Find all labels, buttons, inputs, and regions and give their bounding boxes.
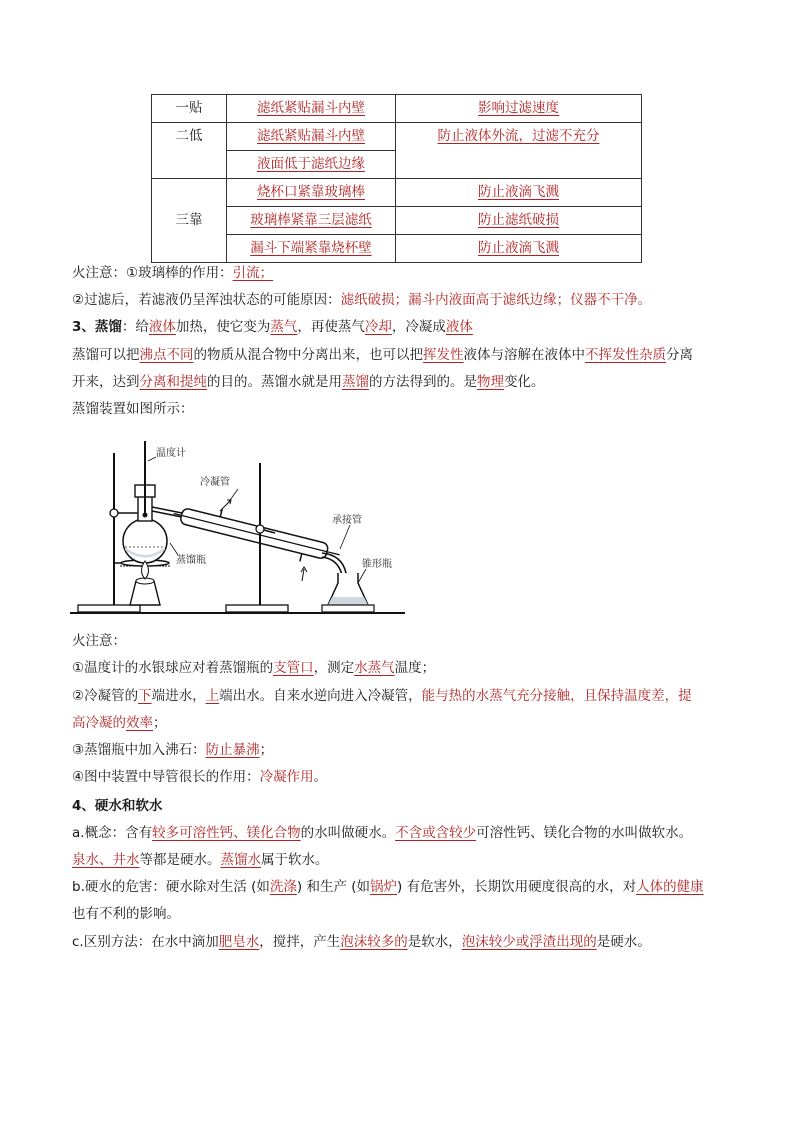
hardwater-concept — [72, 823, 732, 843]
answer: 挥发性 — [423, 347, 464, 363]
answer: 效率 — [126, 715, 153, 731]
answer: 不挥发性杂质 — [585, 347, 666, 363]
table-row — [152, 123, 642, 151]
table-cell: 滤纸紧贴漏斗内壁 — [227, 123, 396, 151]
text: 端出水。自来水逆向进入冷凝管， — [219, 688, 422, 704]
answer: 蒸气 — [270, 319, 298, 335]
hardwater-harm-line-2: 也有不利的影响。 — [72, 906, 180, 922]
answer: 冷凝作用 — [259, 769, 314, 785]
text: ； — [153, 715, 167, 731]
text: ①温度计的水银球应对着蒸馏瓶的 — [72, 660, 274, 676]
text: ，再使蒸气 — [297, 319, 365, 335]
conical-flask-label: 锥形瓶 — [362, 559, 392, 570]
distill-note-3 — [72, 740, 732, 760]
text: 的目的。蒸馏水就是用 — [207, 374, 342, 390]
table-cell: 滤纸紧贴漏斗内壁 — [227, 95, 396, 123]
hardwater-heading: 4、硬水和软水 — [72, 798, 163, 814]
text: b.硬水的危害：硬水除对生活 (如 — [72, 879, 270, 895]
distill-paragraph-line-1 — [72, 345, 732, 365]
distill-notes-title: ⽕注意： — [72, 633, 126, 649]
table-cell: 防止滤纸破损 — [396, 207, 642, 235]
answer: 滤纸破损；漏斗内液面高于滤纸边缘；仪器不干净。 — [340, 292, 652, 308]
table-row — [152, 179, 642, 207]
alcohol-lamp — [130, 581, 160, 605]
table-row — [152, 95, 642, 123]
text: ； — [259, 742, 274, 758]
table-cell: 玻璃棒紧靠三层滤纸 — [227, 207, 396, 235]
text: 是软水， — [407, 934, 462, 950]
hardwater-distinguish — [72, 932, 732, 952]
text: 的方法得到的。是 — [369, 374, 477, 390]
text: 开来，达到 — [72, 374, 140, 390]
answer: 泡沫较多的 — [340, 934, 408, 950]
answer: 冷却 — [364, 319, 392, 335]
text: ⽕注意：①玻璃棒的作用： — [72, 265, 233, 281]
stand-base — [78, 605, 140, 612]
answer: 蒸馏 — [342, 374, 369, 390]
distill-note-1 — [72, 658, 732, 678]
table-cell: 防止液滴飞溅 — [396, 235, 642, 263]
table-cell: 二低 — [152, 123, 227, 179]
text: 的水叫做硬水。 — [300, 825, 396, 841]
hardwater-harm — [72, 877, 732, 897]
text: ，冷凝成 — [391, 319, 446, 335]
answer: 引流； — [232, 265, 274, 281]
table-cell: 漏斗下端紧靠烧杯壁 — [227, 235, 396, 263]
adapter-label: 承接管 — [332, 515, 362, 526]
text: 端进水， — [151, 688, 206, 704]
text: 的物质从混合物中分离出来，也可以把 — [193, 347, 423, 363]
table-cell: 烧杯口紧靠玻璃棒 — [227, 179, 396, 207]
figure-intro: 蒸馏装置如图所示： — [72, 401, 194, 417]
answer: 洗涤 — [269, 879, 297, 895]
text: 可溶性钙、镁化合物的水叫做软水。 — [476, 825, 693, 841]
text: 分离 — [666, 347, 693, 363]
flask-label: 蒸馏瓶 — [176, 555, 206, 566]
text: ②过滤后，若滤液仍呈浑浊状态的可能原因： — [72, 292, 341, 308]
text: 加热，使它变为 — [175, 319, 271, 335]
answer: 能与热的水蒸气充分接触，且保持温度差，提 — [421, 688, 692, 704]
filter-note-2 — [72, 290, 732, 310]
answer: 锅炉 — [370, 879, 398, 895]
flame — [142, 561, 149, 579]
filtration-table — [151, 94, 642, 263]
text: ，搅拌，产生 — [259, 934, 341, 950]
text: ) 有危害外，长期饮用硬度很高的水，对 — [397, 879, 637, 895]
distill-note-4 — [72, 767, 732, 787]
answer: 分离和提纯 — [139, 374, 207, 390]
text: ④图中装置中导管很长的作用： — [72, 769, 260, 785]
answer: 上 — [205, 688, 220, 704]
table-cell: 防止液滴飞溅 — [396, 179, 642, 207]
table-cell: 影响过滤速度 — [396, 95, 642, 123]
answer: 高冷凝的 — [72, 715, 126, 731]
text: a.概念：含有 — [72, 825, 153, 841]
text: c.区别方法：在水中滴加 — [72, 934, 219, 950]
filter-note-1 — [72, 263, 732, 283]
answer: 液体 — [148, 319, 176, 335]
distill-paragraph-line-2 — [72, 372, 732, 392]
table-cell: 三靠 — [152, 179, 227, 263]
text: ②冷凝管的 — [72, 688, 139, 704]
answer: 下 — [138, 688, 152, 704]
answer: 防止暴沸 — [205, 742, 260, 758]
text: 蒸馏可以把 — [72, 347, 140, 363]
answer: 肥皂水 — [218, 934, 260, 950]
section-heading: 3、蒸馏 — [72, 319, 122, 335]
text: 是硬水。 — [596, 934, 651, 950]
answer: 人体的健康 — [636, 879, 704, 895]
text: 温度； — [394, 660, 436, 676]
answer: 较多可溶性钙、镁化合物 — [152, 825, 301, 841]
table-cell: 防止液体外流，过滤不充分 — [396, 123, 642, 179]
answer: 沸点不同 — [139, 347, 194, 363]
text: ：给 — [121, 319, 149, 335]
answer: 蒸馏水 — [220, 852, 261, 868]
table-cell: 一贴 — [152, 95, 227, 123]
distill-note-2-line-2 — [72, 713, 732, 733]
answer: 支管口 — [273, 660, 314, 676]
thermometer-label: 温度计 — [156, 448, 186, 459]
text: 属于软水。 — [261, 852, 329, 868]
answer: 泡沫较少或浮渣出现的 — [461, 934, 597, 950]
answer: 不含或含较少 — [395, 825, 477, 841]
distillation-apparatus-diagram — [70, 433, 410, 623]
answer: 液体 — [445, 319, 473, 335]
table-cell: 液面低于滤纸边缘 — [227, 151, 396, 179]
text: 液体与溶解在液体中 — [463, 347, 585, 363]
text: 变化。 — [504, 374, 545, 390]
answer: 泉水、井水 — [72, 852, 140, 868]
distill-note-2-line-1 — [72, 686, 732, 706]
text: ) 和生产 (如 — [296, 879, 371, 895]
text: ③蒸馏瓶中加入沸石： — [72, 742, 206, 758]
text: 等都是硬水。 — [139, 852, 221, 868]
hardwater-examples — [72, 850, 732, 870]
answer: 物理 — [477, 374, 504, 390]
answer: 水蒸气 — [354, 660, 395, 676]
text: ，测定 — [313, 660, 355, 676]
text: 。 — [313, 769, 328, 785]
condenser-label: 冷凝管 — [200, 477, 230, 488]
distill-definition — [72, 317, 732, 337]
